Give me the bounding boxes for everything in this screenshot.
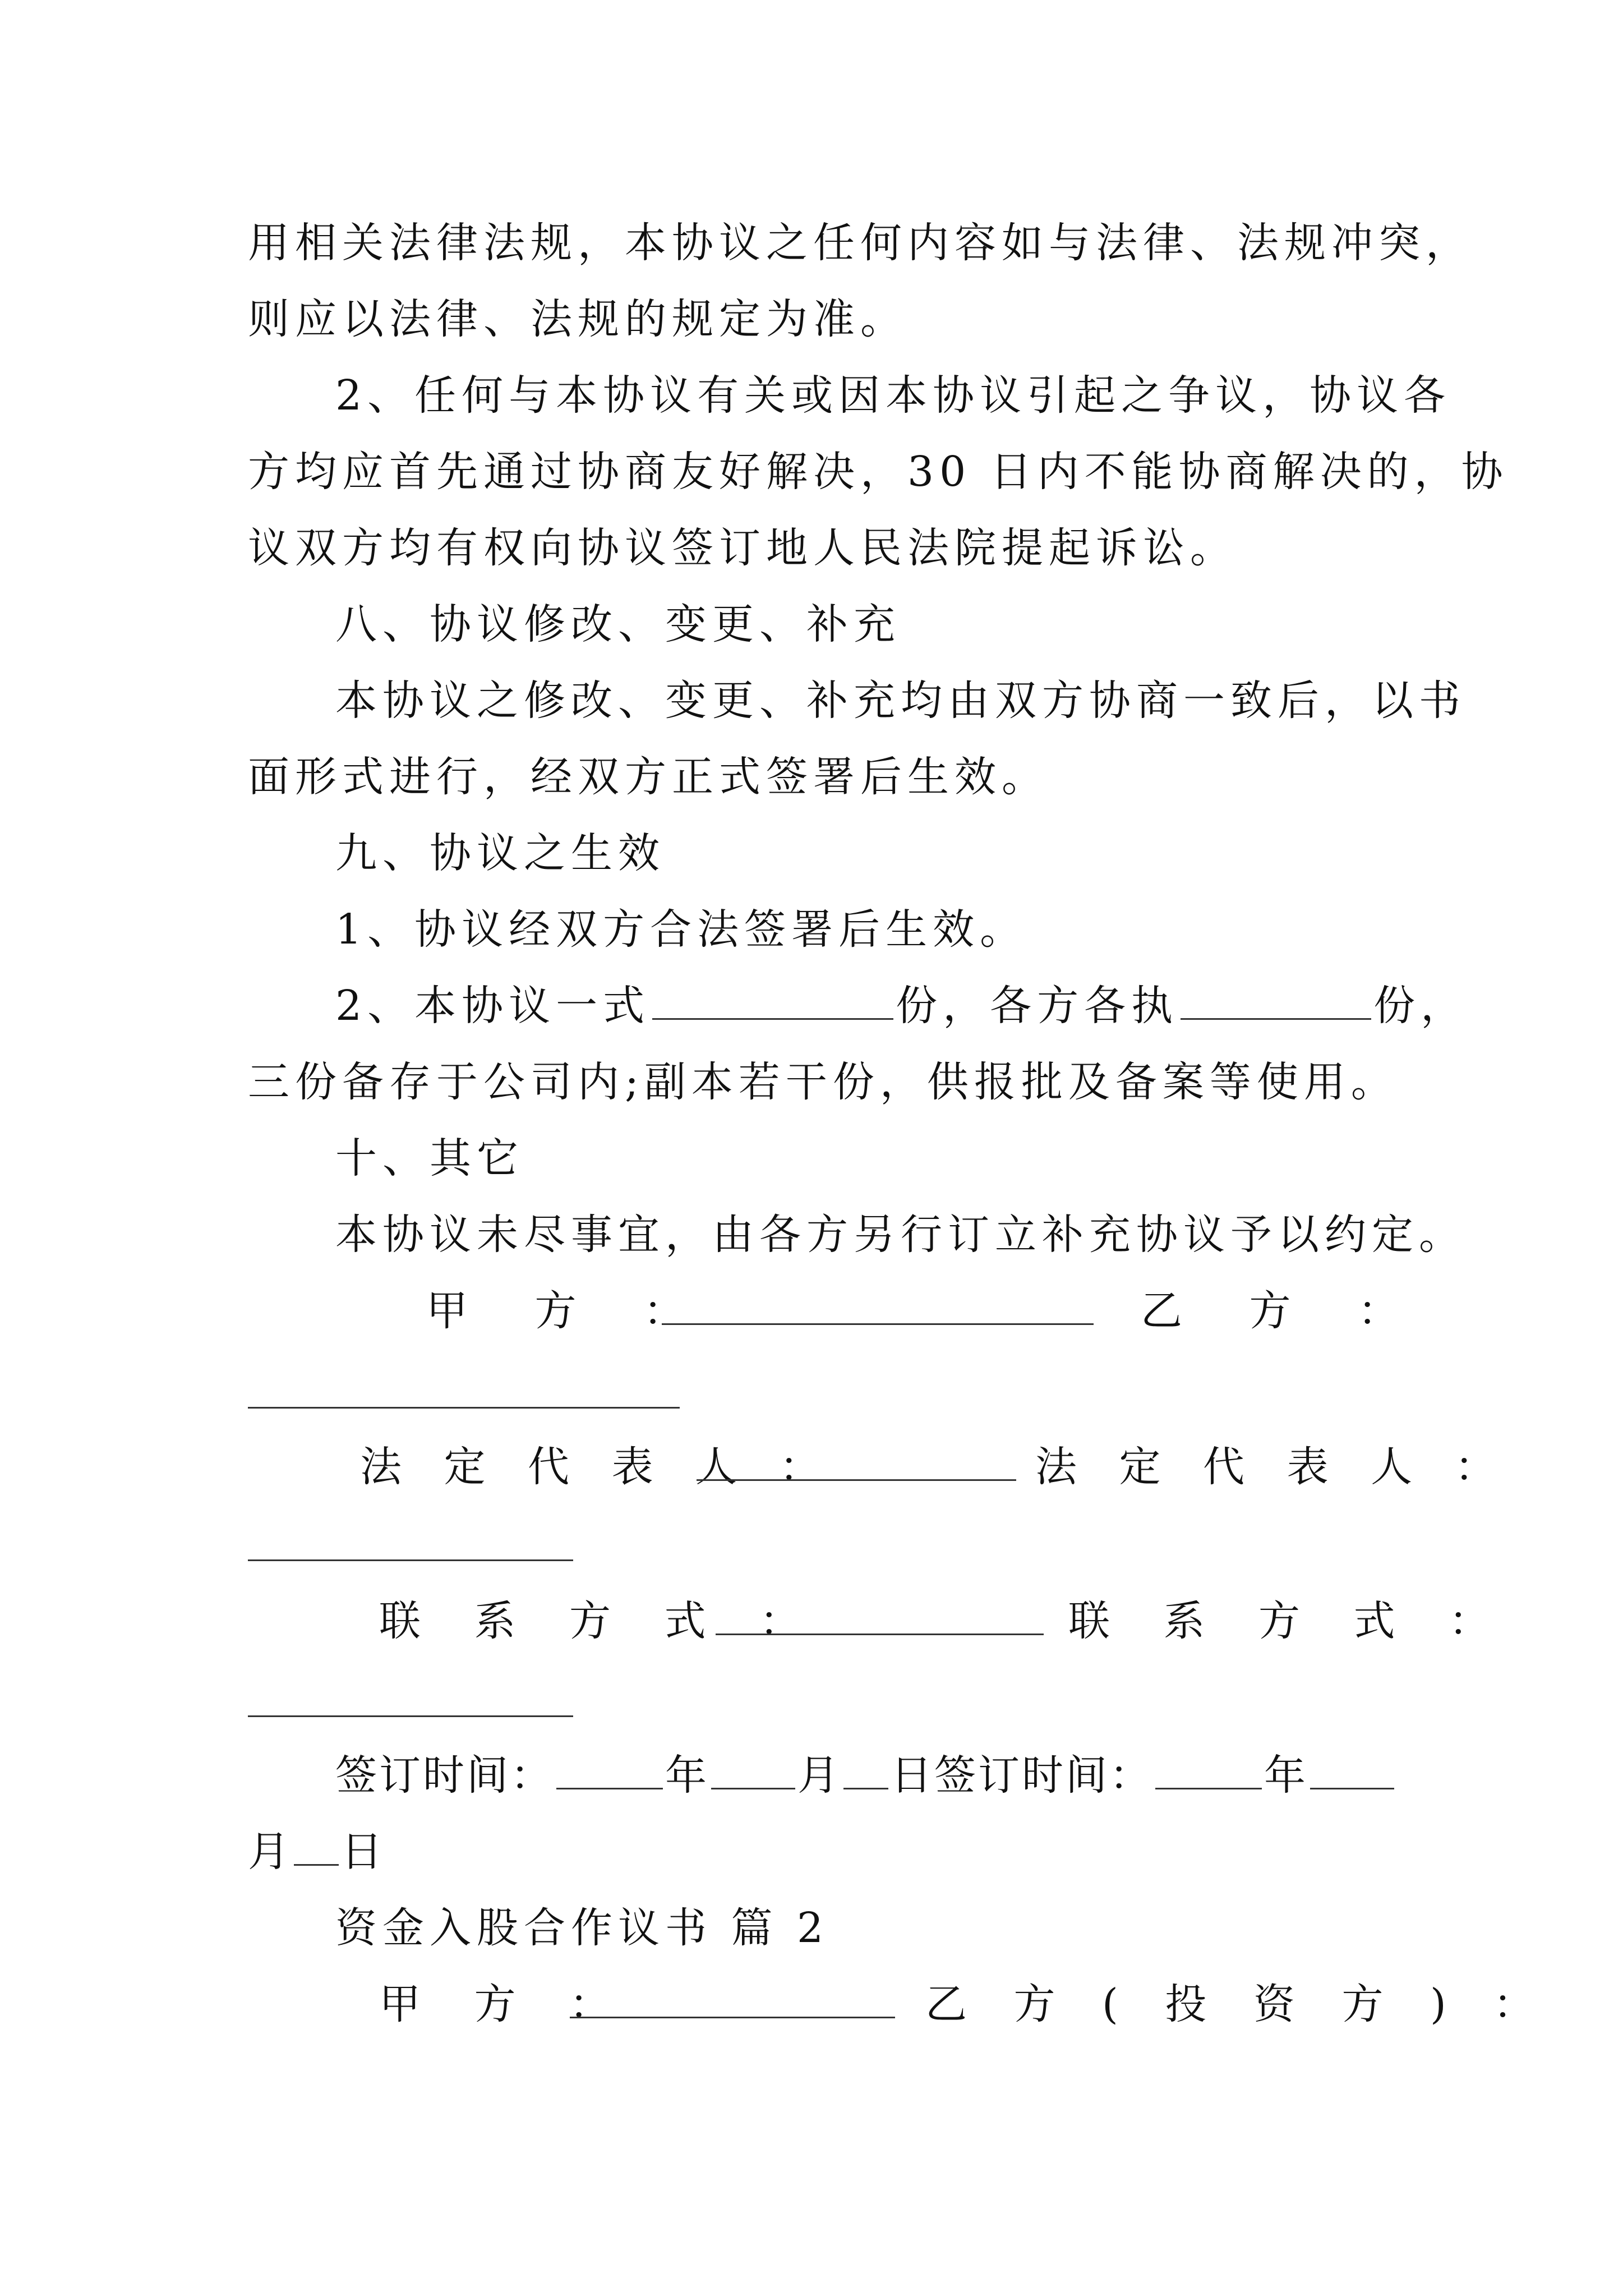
paragraph-line: 1、协议经双方合法签署后生效。 (335, 905, 1027, 954)
legal-rep-a-label: 法 定 代 表 人 ： (360, 1443, 836, 1491)
year-a-blank[interactable] (556, 1753, 663, 1789)
year-b-label: 年 (1264, 1751, 1308, 1800)
section-2-title: 资金入股合作议书 篇 2 (335, 1904, 829, 1952)
paragraph-line: 三份备存于公司内;副本若干份，供报批及备案等使用。 (248, 1058, 1398, 1106)
copies-text-c: 份， (1373, 982, 1468, 1030)
day-sign-time-b-label: 日签订时间： (891, 1751, 1153, 1800)
legal-rep-a-blank[interactable] (697, 1444, 1016, 1481)
day-b-blank[interactable] (294, 1829, 339, 1866)
party-b-blank[interactable] (248, 1407, 680, 1409)
day-a-blank[interactable] (843, 1753, 888, 1789)
section-heading: 九、协议之生效 (335, 829, 665, 877)
legal-rep-b-label: 法 定 代 表 人 ： (1035, 1443, 1511, 1491)
month-b-blank[interactable] (1310, 1753, 1394, 1789)
sign-time-line-cont (248, 1821, 1386, 1883)
paragraph-line: 本协议之修改、变更、补充均由双方协商一致后，以书 (335, 677, 1466, 725)
year-a-label: 年 (665, 1751, 709, 1800)
contact-b-blank[interactable] (248, 1715, 573, 1717)
month-a-label: 月 (797, 1751, 841, 1800)
paragraph-line: 面形式进行，经双方正式签署后生效。 (248, 753, 1049, 801)
year-b-blank[interactable] (1155, 1753, 1262, 1789)
party-a-blank[interactable] (662, 1289, 1094, 1325)
month-b-label: 月 (248, 1828, 292, 1876)
copies-text-a: 2、本协议一式 (335, 982, 651, 1030)
day-b-label: 日 (341, 1828, 385, 1876)
party-a-label: 甲 方 ： (426, 1287, 712, 1335)
copies-line (335, 975, 1468, 1037)
copies-text-b: 份，各方各执 (896, 982, 1179, 1030)
party-signature-line (426, 1280, 1427, 1342)
contact-line (379, 1590, 1511, 1652)
legal-rep-b-blank[interactable] (248, 1559, 573, 1561)
sign-time-line (335, 1745, 1386, 1806)
contact-b-label: 联 系 方 式 ： (1068, 1597, 1511, 1645)
section-2-parties-line (379, 1973, 1552, 2035)
contact-a-label: 联 系 方 式 ： (379, 1597, 822, 1645)
paragraph-line: 方均应首先通过协商友好解决，30 日内不能协商解决的，协 (248, 448, 1509, 496)
section-2-party-a-label: 甲 方 ： (379, 1980, 631, 2028)
month-a-blank[interactable] (711, 1753, 795, 1789)
paragraph-line: 本协议未尽事宜，由各方另行订立补充协议予以约定。 (335, 1211, 1466, 1259)
party-b-label: 乙 方 ： (1141, 1287, 1427, 1335)
copies-total-blank[interactable] (652, 983, 893, 1020)
section-heading: 十、其它 (335, 1134, 524, 1182)
legal-rep-line (360, 1436, 1511, 1498)
paragraph-line: 用相关法律法规，本协议之任何内容如与法律、法规冲突， (248, 219, 1473, 267)
sign-time-a-label: 签订时间： (335, 1751, 554, 1800)
copies-each-blank[interactable] (1181, 983, 1371, 1020)
paragraph-line: 议双方均有权向协议签订地人民法院提起诉讼。 (248, 524, 1237, 572)
paragraph-line: 2、任何与本协议有关或因本协议引起之争议，协议各 (335, 371, 1451, 420)
section-2-party-b-label: 乙 方 ( 投 资 方 ) ： (925, 1980, 1552, 2028)
contact-a-blank[interactable] (716, 1599, 1044, 1635)
section-2-party-a-blank[interactable] (570, 1982, 895, 2018)
section-heading: 八、协议修改、变更、补充 (335, 600, 901, 648)
paragraph-line: 则应以法律、法规的规定为准。 (248, 295, 907, 343)
